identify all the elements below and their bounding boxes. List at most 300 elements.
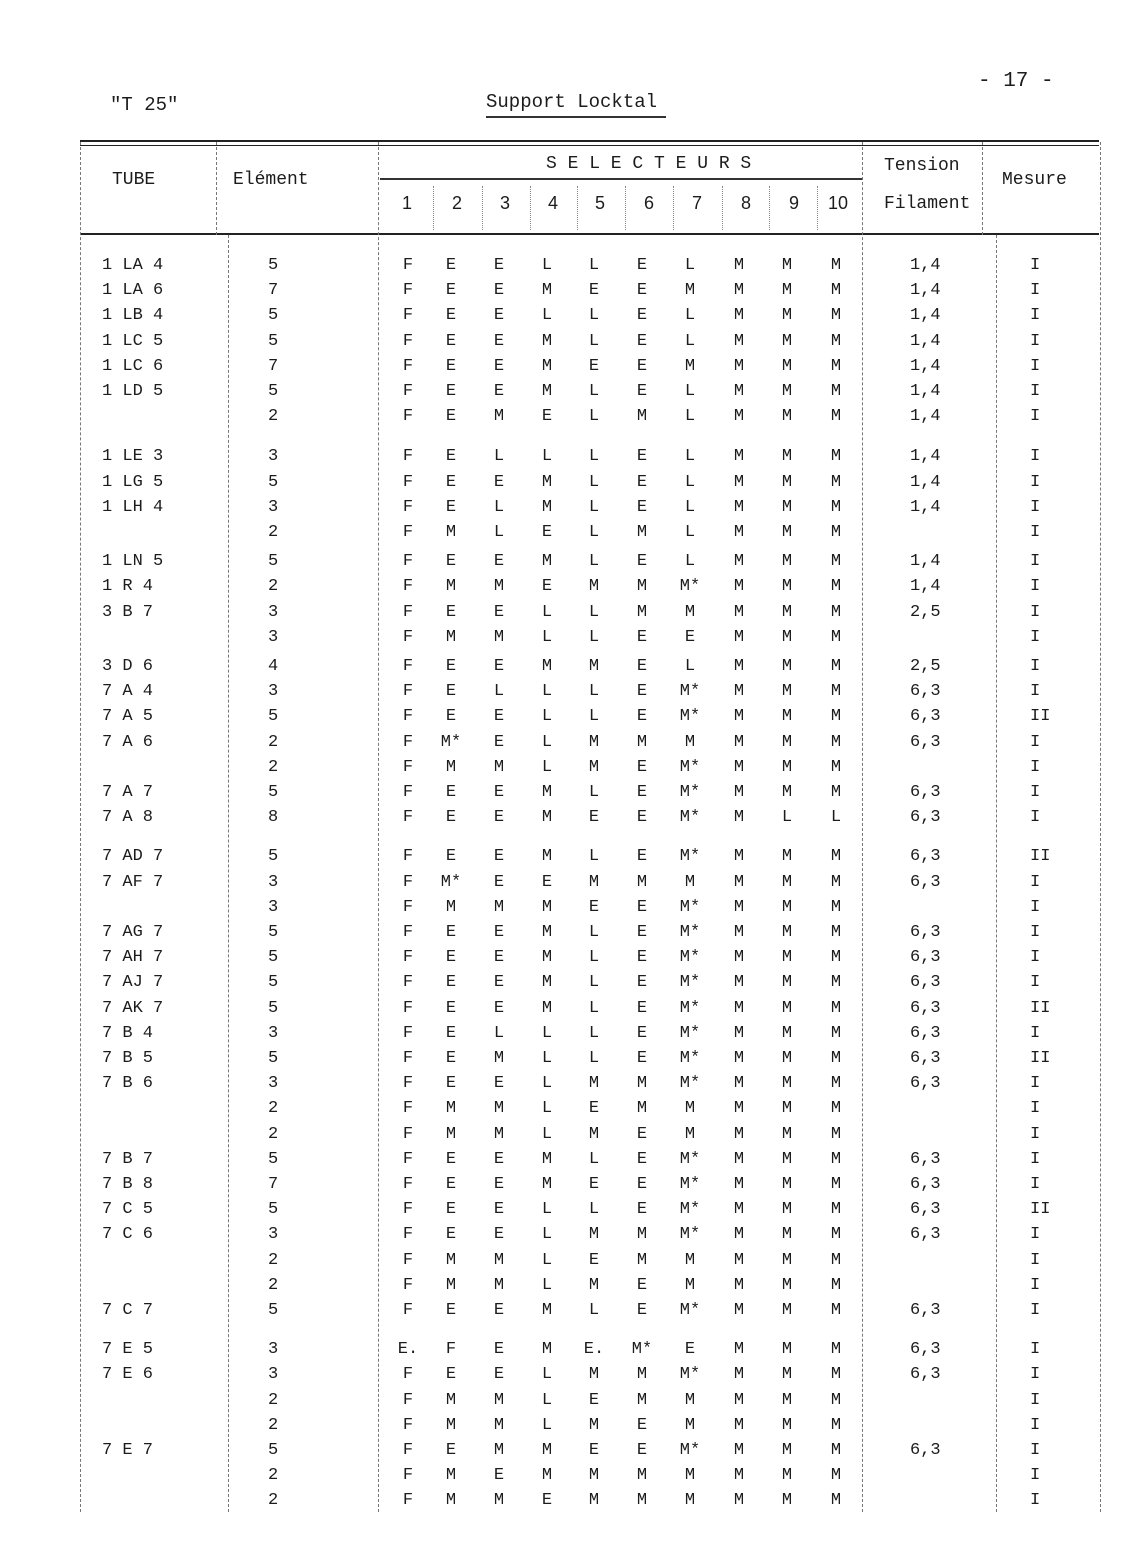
selector-cell: E	[445, 998, 457, 1018]
col-divider	[228, 235, 229, 1512]
tube-cell: 7 AF 7	[102, 872, 164, 892]
selector-cell: L	[588, 682, 600, 702]
element-cell: 5	[268, 256, 279, 275]
tube-cell: 7 AD 7	[102, 847, 164, 867]
selector-cell: M	[541, 552, 553, 572]
tension-cell: 6,3	[910, 732, 941, 752]
selector-cell: M	[781, 356, 793, 376]
selector-cell: M	[781, 1074, 793, 1094]
selector-cell: E	[636, 897, 648, 917]
selector-cell: M	[636, 1365, 648, 1385]
selector-cell: L	[588, 1149, 600, 1169]
selector-cell: E	[493, 356, 505, 376]
selector-cell: M	[733, 1491, 745, 1511]
selector-cell: M*	[631, 1340, 653, 1360]
selector-cell: M	[781, 497, 793, 517]
tension-cell: 1,4	[910, 306, 941, 326]
selector-cell: M	[684, 1415, 696, 1435]
selector-cell: M	[684, 1275, 696, 1295]
selector-cell: M	[733, 1390, 745, 1410]
selector-cell: M	[493, 1049, 505, 1068]
selector-cell: M	[830, 872, 842, 892]
selector-divider	[482, 186, 483, 230]
tension-cell: 1,4	[910, 382, 941, 401]
selector-cell: L	[588, 1023, 600, 1043]
selector-cell: M	[636, 1491, 648, 1511]
selector-cell: E	[493, 602, 505, 622]
tension-cell: 6,3	[910, 1441, 941, 1460]
selector-cell: M	[830, 707, 842, 727]
selector-cell: M	[830, 281, 842, 301]
mesure-cell: I	[1030, 627, 1041, 647]
selector-cell: E	[445, 407, 457, 427]
tube-cell: 1 LG 5	[102, 472, 164, 492]
tension-cell: 6,3	[910, 1340, 941, 1360]
selector-cell: M	[541, 281, 553, 301]
selector-cell: M	[541, 998, 553, 1018]
selector-cell: L	[588, 783, 600, 802]
selector-cell: M	[588, 1074, 600, 1094]
selector-cell: E	[493, 306, 505, 326]
selector-cell: M	[830, 897, 842, 917]
selector-cell: M	[733, 523, 745, 542]
selector-cell: L	[684, 523, 696, 542]
selector-cell: L	[541, 306, 553, 326]
selector-cell: M	[781, 331, 793, 351]
selector-cell: M*	[679, 577, 701, 597]
mesure-cell: I	[1030, 1149, 1041, 1169]
selector-cell: M	[588, 1124, 600, 1144]
selector-cell: M	[588, 757, 600, 777]
selector-cell: E	[636, 472, 648, 492]
selector-cell: M	[541, 1149, 553, 1169]
element-cell: 3	[268, 627, 279, 647]
selector-cell: F	[402, 732, 414, 752]
selector-cell: F	[402, 707, 414, 727]
selector-cell: M	[830, 1491, 842, 1511]
selector-cell: M	[493, 1441, 505, 1460]
selector-cell: M*	[679, 757, 701, 777]
mesure-cell: I	[1030, 1250, 1041, 1270]
selector-cell: M*	[679, 847, 701, 867]
selector-cell: E	[493, 552, 505, 572]
selector-cell: F	[402, 497, 414, 517]
selector-cell: L	[493, 682, 505, 702]
selector-cell: M	[830, 627, 842, 647]
selector-cell: L	[588, 256, 600, 275]
selector-cell: M	[684, 356, 696, 376]
tension-cell: 6,3	[910, 973, 941, 993]
selector-cell: L	[588, 948, 600, 968]
selector-divider	[577, 186, 578, 230]
element-cell: 5	[268, 382, 279, 401]
selector-cell: M	[781, 1466, 793, 1486]
selector-cell: L	[588, 552, 600, 572]
selector-cell: E	[445, 552, 457, 572]
mesure-cell: I	[1030, 757, 1041, 777]
tube-cell: 7 AJ 7	[102, 973, 164, 993]
selector-cell: F	[402, 356, 414, 376]
selector-cell: M	[830, 447, 842, 467]
selector-cell: M	[541, 472, 553, 492]
selector-cell: L	[588, 331, 600, 351]
selector-cell: E	[541, 577, 553, 597]
element-cell: 3	[268, 1225, 279, 1245]
selector-cell: F	[402, 1149, 414, 1169]
selector-cell: F	[402, 447, 414, 467]
col-divider	[862, 142, 863, 1512]
selector-cell: M	[830, 1275, 842, 1295]
tension-cell: 1,4	[910, 407, 941, 427]
selector-cell: F	[402, 1491, 414, 1511]
selector-cell: M	[445, 897, 457, 917]
selector-cell: E	[541, 523, 553, 542]
selector-cell: M	[733, 1340, 745, 1360]
selector-cell: E	[445, 1200, 457, 1220]
selector-cell: E	[493, 1149, 505, 1169]
tube-cell: 7 E 5	[102, 1340, 154, 1360]
selector-cell: E	[684, 627, 696, 647]
selector-cell: E	[636, 973, 648, 993]
selector-cell: F	[402, 1023, 414, 1043]
element-cell: 3	[268, 682, 279, 702]
selector-cell: E	[445, 783, 457, 802]
mesure-cell: I	[1030, 1340, 1041, 1360]
selector-cell: F	[402, 783, 414, 802]
element-cell: 3	[268, 1074, 279, 1094]
element-cell: 5	[268, 1441, 279, 1460]
col-divider	[996, 235, 997, 1512]
selector-cell: L	[541, 1200, 553, 1220]
selector-cell: M	[733, 552, 745, 572]
selector-cell: M	[830, 523, 842, 542]
selector-cell: E	[445, 682, 457, 702]
selector-cell: E	[636, 627, 648, 647]
tube-cell: 1 LA 4	[102, 256, 164, 275]
selector-cell: M*	[679, 998, 701, 1018]
selector-cell: M*	[679, 682, 701, 702]
tension-cell: 6,3	[910, 872, 941, 892]
page-number: - 17 -	[978, 70, 1054, 93]
selector-divider	[530, 186, 531, 230]
tube-cell: 1 LB 4	[102, 306, 164, 326]
selector-cell: M*	[679, 897, 701, 917]
selector-cell: E	[445, 707, 457, 727]
selector-cell: F	[402, 1275, 414, 1295]
selector-cell: M	[493, 577, 505, 597]
selector-cell: E	[493, 1301, 505, 1320]
selector-cell: M	[781, 923, 793, 942]
element-cell: 2	[268, 1275, 279, 1295]
table-border-right	[1100, 142, 1101, 1512]
mesure-cell: I	[1030, 732, 1041, 752]
selector-cell: M	[733, 1200, 745, 1220]
selector-cell: M	[781, 256, 793, 275]
selector-cell: M	[733, 1301, 745, 1320]
selector-cell: E	[493, 1365, 505, 1385]
selector-cell: E	[636, 552, 648, 572]
selector-cell: L	[541, 1415, 553, 1435]
element-cell: 5	[268, 306, 279, 326]
tension-cell: 1,4	[910, 552, 941, 572]
selector-cell: M*	[679, 923, 701, 942]
tension-cell: 6,3	[910, 1225, 941, 1245]
selector-cell: M	[541, 657, 553, 676]
selector-cell: F	[402, 657, 414, 676]
element-cell: 5	[268, 973, 279, 993]
element-cell: 3	[268, 1023, 279, 1043]
tension-cell: 1,4	[910, 497, 941, 517]
selector-cell: M	[493, 1491, 505, 1511]
element-cell: 2	[268, 1099, 279, 1119]
selector-cell: M	[830, 472, 842, 492]
selector-cell: F	[402, 306, 414, 326]
selector-cell: M	[781, 847, 793, 867]
selector-cell: M	[684, 872, 696, 892]
selector-cell: M	[733, 1225, 745, 1245]
selector-cell: M	[445, 1124, 457, 1144]
mesure-cell: I	[1030, 356, 1041, 376]
selector-cell: M	[733, 577, 745, 597]
selector-cell: M	[781, 523, 793, 542]
selector-cell: M	[830, 552, 842, 572]
selector-cell: L	[684, 447, 696, 467]
selector-cell: E	[445, 356, 457, 376]
mesure-cell: I	[1030, 897, 1041, 917]
element-cell: 5	[268, 1149, 279, 1169]
selector-cell: M	[830, 1200, 842, 1220]
selector-cell: M	[830, 657, 842, 676]
selector-cell: M	[830, 757, 842, 777]
selector-cell: M	[541, 497, 553, 517]
header-bottom-rule	[80, 233, 1099, 235]
selector-cell: M*	[679, 1365, 701, 1385]
col-divider	[216, 142, 217, 235]
tube-cell: 7 A 4	[102, 682, 154, 702]
selector-cell: M	[781, 757, 793, 777]
tube-cell: 1 LD 5	[102, 382, 164, 401]
selector-cell: M*	[679, 1301, 701, 1320]
mesure-cell: I	[1030, 682, 1041, 702]
selector-cell: M	[636, 1390, 648, 1410]
selector-cell: M	[445, 577, 457, 597]
selector-cell: F	[402, 281, 414, 301]
mesure-cell: I	[1030, 497, 1041, 517]
selector-cell: M	[781, 1175, 793, 1194]
selector-cell: M	[830, 1365, 842, 1385]
selector-cell: M	[684, 281, 696, 301]
selector-cell: L	[541, 1250, 553, 1270]
selector-cell: M	[830, 1390, 842, 1410]
selector-cell: M	[830, 732, 842, 752]
selector-cell: M	[781, 872, 793, 892]
col-selecteurs-header: S E L E C T E U R S	[546, 154, 752, 174]
selector-cell: M	[781, 602, 793, 622]
selector-cell: M	[493, 1415, 505, 1435]
selector-cell: M	[733, 1365, 745, 1385]
selector-cell: M	[733, 331, 745, 351]
selector-cell: E	[493, 281, 505, 301]
selector-cell: F	[402, 1415, 414, 1435]
selector-cell: M	[684, 1466, 696, 1486]
selector-cell: M	[733, 1250, 745, 1270]
mesure-cell: I	[1030, 602, 1041, 622]
selector-cell: L	[541, 732, 553, 752]
selector-cell: M	[830, 1074, 842, 1094]
element-cell: 5	[268, 707, 279, 727]
selector-cell: M*	[679, 1149, 701, 1169]
selector-cell: F	[402, 923, 414, 942]
selector-cell: E	[588, 808, 600, 828]
selector-cell: L	[541, 1023, 553, 1043]
selector-cell: F	[402, 1099, 414, 1119]
selecteurs-underline	[380, 178, 862, 180]
selector-cell: M*	[679, 1441, 701, 1460]
selector-cell: M	[541, 1175, 553, 1194]
selector-cell: M	[733, 1466, 745, 1486]
mesure-cell: I	[1030, 808, 1041, 828]
selector-cell: E	[493, 1340, 505, 1360]
selector-cell: M	[541, 1441, 553, 1460]
selector-cell: E	[588, 1250, 600, 1270]
selector-cell: L	[493, 497, 505, 517]
selector-cell: M	[781, 1365, 793, 1385]
mesure-cell: I	[1030, 281, 1041, 301]
selector-cell: L	[588, 847, 600, 867]
selector-cell: E	[541, 407, 553, 427]
selector-cell: E	[445, 1074, 457, 1094]
selector-cell: E	[493, 783, 505, 802]
selector-cell: M	[733, 682, 745, 702]
selector-cell: L	[541, 1124, 553, 1144]
selector-cell: M	[733, 847, 745, 867]
selector-cell: M	[541, 382, 553, 401]
selector-cell: M	[781, 472, 793, 492]
mesure-cell: I	[1030, 923, 1041, 942]
selector-cell: M	[636, 872, 648, 892]
element-cell: 5	[268, 472, 279, 492]
selector-cell: E	[493, 973, 505, 993]
selector-cell: E	[636, 948, 648, 968]
selector-number: 10	[827, 193, 849, 213]
selector-cell: L	[588, 973, 600, 993]
selector-cell: M	[781, 1301, 793, 1320]
table-border-left	[80, 142, 81, 1512]
selector-cell: L	[588, 1301, 600, 1320]
selector-cell: M	[733, 657, 745, 676]
selector-cell: M	[445, 1275, 457, 1295]
selector-cell: M	[733, 757, 745, 777]
selector-cell: M	[684, 1250, 696, 1270]
selector-cell: M	[781, 1099, 793, 1119]
element-cell: 7	[268, 281, 279, 301]
selector-cell: M	[830, 1250, 842, 1270]
selector-number: 6	[643, 193, 654, 213]
tension-cell: 1,4	[910, 472, 941, 492]
selector-cell: M	[684, 1099, 696, 1119]
selector-cell: M	[830, 577, 842, 597]
selector-cell: F	[402, 998, 414, 1018]
selector-cell: M	[541, 1466, 553, 1486]
element-cell: 7	[268, 1175, 279, 1194]
mesure-cell: II	[1030, 847, 1051, 867]
selector-cell: E	[445, 382, 457, 401]
selector-cell: L	[541, 447, 553, 467]
selector-cell: M	[636, 1466, 648, 1486]
selector-cell: M*	[679, 1200, 701, 1220]
selector-cell: L	[588, 627, 600, 647]
selector-cell: E	[493, 472, 505, 492]
tension-cell: 6,3	[910, 1200, 941, 1220]
mesure-cell: I	[1030, 973, 1041, 993]
tube-cell: 7 C 7	[102, 1301, 154, 1320]
selector-cell: E	[493, 998, 505, 1018]
selector-cell: M	[636, 732, 648, 752]
selector-cell: M	[541, 973, 553, 993]
selector-cell: F	[402, 1225, 414, 1245]
tension-cell: 6,3	[910, 847, 941, 867]
selector-cell: M	[830, 497, 842, 517]
selector-cell: M	[445, 1390, 457, 1410]
selector-cell: M	[445, 1415, 457, 1435]
selector-cell: E	[636, 998, 648, 1018]
selector-cell: E	[493, 657, 505, 676]
mesure-cell: I	[1030, 523, 1041, 542]
selector-cell: M	[781, 1124, 793, 1144]
selector-cell: M*	[440, 872, 462, 892]
selector-cell: E	[636, 281, 648, 301]
tension-cell: 6,3	[910, 923, 941, 942]
selector-cell: L	[541, 602, 553, 622]
element-cell: 5	[268, 998, 279, 1018]
selector-cell: M	[588, 732, 600, 752]
selector-cell: L	[588, 998, 600, 1018]
selector-cell: F	[402, 1301, 414, 1320]
col-divider	[378, 142, 379, 1512]
selector-cell: L	[684, 256, 696, 275]
mesure-cell: I	[1030, 552, 1041, 572]
selector-cell: M	[493, 627, 505, 647]
mesure-cell: I	[1030, 1365, 1041, 1385]
selector-cell: M	[733, 998, 745, 1018]
selector-cell: M	[588, 1275, 600, 1295]
selector-cell: M*	[679, 1175, 701, 1194]
tension-cell: 6,3	[910, 783, 941, 802]
page-title: Support Locktal	[486, 91, 658, 113]
selector-number: 9	[788, 193, 799, 213]
selector-cell: M	[588, 1365, 600, 1385]
selector-cell: M	[541, 356, 553, 376]
selector-cell: E	[636, 783, 648, 802]
element-cell: 5	[268, 552, 279, 572]
selector-number: 8	[740, 193, 751, 213]
col-divider	[982, 142, 983, 235]
selector-cell: M	[733, 1124, 745, 1144]
selector-cell: M	[636, 1250, 648, 1270]
top-rule	[80, 140, 1099, 142]
selector-cell: L	[541, 1049, 553, 1068]
mesure-cell: I	[1030, 256, 1041, 275]
selector-cell: M	[781, 1275, 793, 1295]
selector-cell: E	[636, 808, 648, 828]
selector-cell: M	[781, 1250, 793, 1270]
mesure-cell: I	[1030, 331, 1041, 351]
selector-cell: M	[636, 577, 648, 597]
tension-cell: 1,4	[910, 356, 941, 376]
mesure-cell: I	[1030, 657, 1041, 676]
selector-cell: M	[445, 523, 457, 542]
selector-cell: E	[445, 1175, 457, 1194]
